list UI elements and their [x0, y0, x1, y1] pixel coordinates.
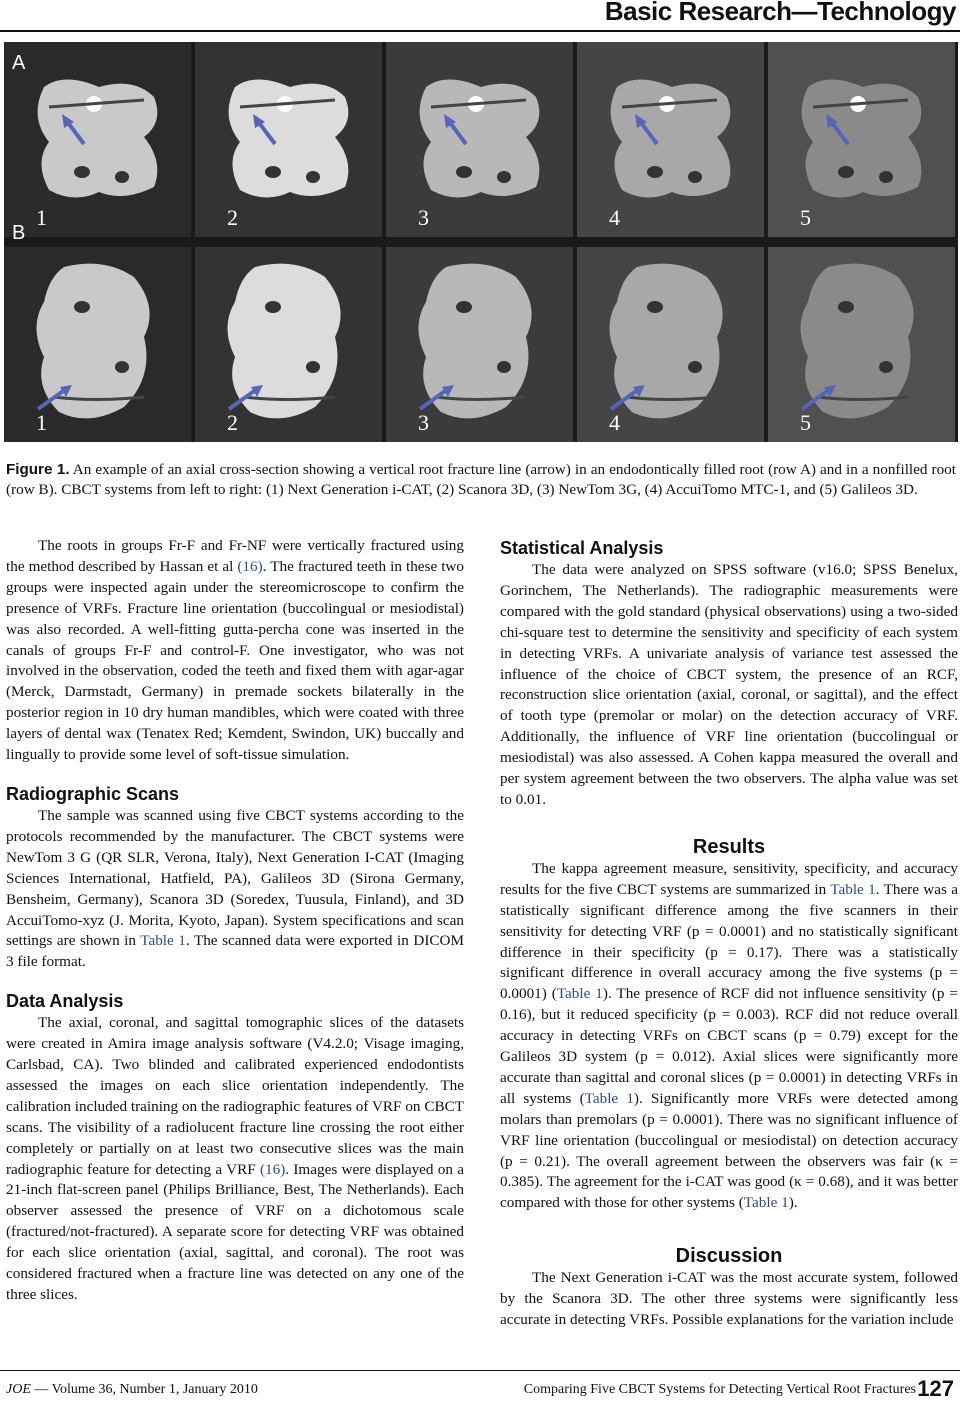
panel-number: 5 — [800, 205, 811, 230]
section-heading: Statistical Analysis — [500, 538, 664, 558]
section-heading: Results — [692, 835, 766, 858]
reference-link[interactable]: (16) — [259, 1160, 286, 1178]
panel-number: 1 — [36, 205, 47, 230]
ct-panel-b-3 — [386, 247, 573, 442]
row-label-a: A — [12, 52, 26, 74]
paragraph: The data were analyzed on SPSS software (v16.0; SPSS Benelux, Gorinchem, The Netherlands). The radiographic measurements were compared with the gold standard (physical observations) using a two-sided chi-square test to determine the sensitivity and specificity of each system in detecting VRFs. A univariate analysis of variance test assessed the influence of the choice of CBCT system, the presence of an RCF, reconstruction slice orientation (axial, coronal, or sagittal), and the effect of tooth type (premolar or molar) on the detection accuracy of VRF. Additionally, the influence of VRF line orientation (buccolingual or mesiodistal) was also assessed. A Cohen kappa measured the overall and per system agreement between the two observers. The alpha value was set to 0.01. — [500, 561, 958, 808]
footer-title: Comparing Five CBCT Systems for Detecting Vertical Root Fractures — [523, 1382, 916, 1397]
section-heading: Discussion — [675, 1245, 783, 1268]
panel-number: 2 — [227, 205, 238, 230]
paragraph: The kappa agreement measure, sensitivity, specificity, and accuracy results for the five CBCT systems are summarized in Table 1. There was a statistically significant difference among the five scanners in their sensitivity for detecting VRF (p = 0.0001) and no statistically significant difference in their specificity (p = 0.17). There was a statistically significant difference in overall accuracy among the five systems (p = 0.0001) (Table 1). The presence of RCF did not influence sensitivity (p = 0.16), but it reduced specificity (p = 0.003). RCF did not reduce overall accuracy in detecting VRFs on CBCT scans (p = 0.79) except for the Galileos 3D system (p = 0.012). Axial slices were significantly more accurate than sagittal and coronal slices (p = 0.0001) in detecting VRFs in all systems (Table 1). Significantly more VRFs were detected among molars than premolars (p = 0.0001). There was no significant influence of VRF line orientation (buccolingual or mesiodistal) on detection accuracy (p = 0.21). The overall agreement between the observers was fair (κ = 0.385). The agreement for the i-CAT was good (κ = 0.68), and it was better compared with those for other systems (Table 1). — [500, 859, 958, 1212]
panel-number: 3 — [418, 410, 429, 435]
panel-number: 5 — [800, 410, 811, 435]
header-rule — [0, 30, 960, 32]
running-head: Basic Research—Technology — [604, 0, 956, 26]
ct-panel-a-3 — [386, 42, 573, 237]
ct-panel-b-1 — [4, 247, 191, 442]
paragraph: The Next Generation i-CAT was the most accurate system, followed by the Scanora 3D. The other three systems were significantly less accurate in detecting VRFs. Possible explanations for the variation include — [500, 1269, 958, 1329]
panel-number: 1 — [36, 410, 47, 435]
right-column — [500, 536, 958, 1331]
panel-number: 4 — [609, 410, 620, 435]
panel-number: 4 — [609, 205, 620, 230]
figure-row-b — [4, 247, 958, 442]
ct-panel-b-4 — [577, 247, 764, 442]
left-column — [6, 536, 464, 1306]
ct-panel-a-1 — [4, 42, 191, 237]
caption-text: An example of an axial cross-section showing a vertical root fracture line (arrow) in an endodontically filled root (row A) and in a nonfilled root (row B). CBCT systems from left to right: (1) Next Generation i-CAT, (2) Scanora 3D, (3) NewTom 3G, (4) AccuiTomo MTC-1, and (5) Galileos 3D. — [6, 461, 956, 498]
ct-panel-a-5 — [768, 42, 955, 237]
footer-rule — [0, 1370, 960, 1371]
figure-row-a — [4, 42, 958, 237]
ct-panel-b-2 — [195, 247, 382, 442]
ct-panel-a-4 — [577, 42, 764, 237]
caption-label: Figure 1. — [6, 461, 70, 478]
footer-citation: JOE — Volume 36, Number 1, January 2010 — [6, 1382, 258, 1397]
table-link[interactable]: Table 1 — [743, 1194, 789, 1212]
figure-caption — [6, 460, 956, 500]
table-link[interactable]: Table 1 — [584, 1089, 634, 1107]
reference-link[interactable]: (16) — [237, 557, 263, 575]
paragraph: The sample was scanned using five CBCT systems according to the protocols recommended by the manufacturer. The CBCT systems were NewTom 3 G (QR SLR, Verona, Italy), Next Generation I-CAT (Imaging Sciences International, Hatfield, PA), Galileos 3D (Sirona Germany, Bensheim, Germany), Scanora 3D (Soredex, Tuusula, Finland), and 3D AccuiTomo-xyz (J. Morita, Kyoto, Japan). System specifications and scan settings are shown in Table 1. The scanned data were exported in DICOM 3 file format. — [6, 806, 464, 971]
table-link[interactable]: Table 1 — [556, 985, 603, 1003]
ct-panel-b-5 — [768, 247, 955, 442]
row-label-b: B — [12, 222, 26, 244]
panel-number: 2 — [227, 410, 238, 435]
section-heading: Data Analysis — [6, 991, 124, 1012]
figure-1-image — [4, 42, 958, 442]
ct-panel-a-2 — [195, 42, 382, 237]
paragraph: The roots in groups Fr-F and Fr-NF were vertically fractured using the method described by Hassan et al (16). The fractured teeth in these two groups were inspected again under the stereomicroscope to confirm the presence of VRFs. Fracture line orientation (buccolingual or mesiodistal) was also recorded. A well-fitting gutta-percha cone was inserted in the canals of groups Fr-F and control-F. One investigator, who was not involved in the observation, coded the teeth and fixed them with agar-agar (Merck, Darmstadt, Germany) in premade sockets bilaterally in the posterior region in 10 dry human mandibles, which were coated with three layers of dental wax (Tenatex Red; Kemdent, Swindon, UK) buccally and lingually to provide some level of soft-tissue simulation. — [6, 537, 464, 764]
page-footer — [6, 1378, 954, 1402]
page-number: 127 — [917, 1376, 954, 1401]
table-link[interactable]: Table 1 — [140, 932, 186, 950]
panel-number: 3 — [418, 205, 429, 230]
paragraph: The axial, coronal, and sagittal tomographic slices of the datasets were created in Amira image analysis software (V4.2.0; Visage imaging, Carlsbad, CA). Two blinded and calibrated experienced endodontists assessed the images on each slice orientation independently. The calibration included training on the radiographic features of VRF on CBCT scans. The visibility of a radiolucent fracture line crossing the root either completely or partially on at least two consecutive slices was the main radiographic feature for detecting a VRF (16). Images were displayed on a 21-inch flat-screen panel (Philips Brilliance, Best, The Netherlands). Each observer assessed the presence of VRF on a dichotomous scale (fractured/not-fractured). A separate score for detecting VRF was obtained for each slice orientation (axial, sagittal, and coronal). The root was considered fractured when a fracture line was detected on any one of the three slices. — [6, 1014, 465, 1303]
table-link[interactable]: Table 1 — [830, 880, 876, 898]
section-heading: Radiographic Scans — [6, 783, 180, 804]
